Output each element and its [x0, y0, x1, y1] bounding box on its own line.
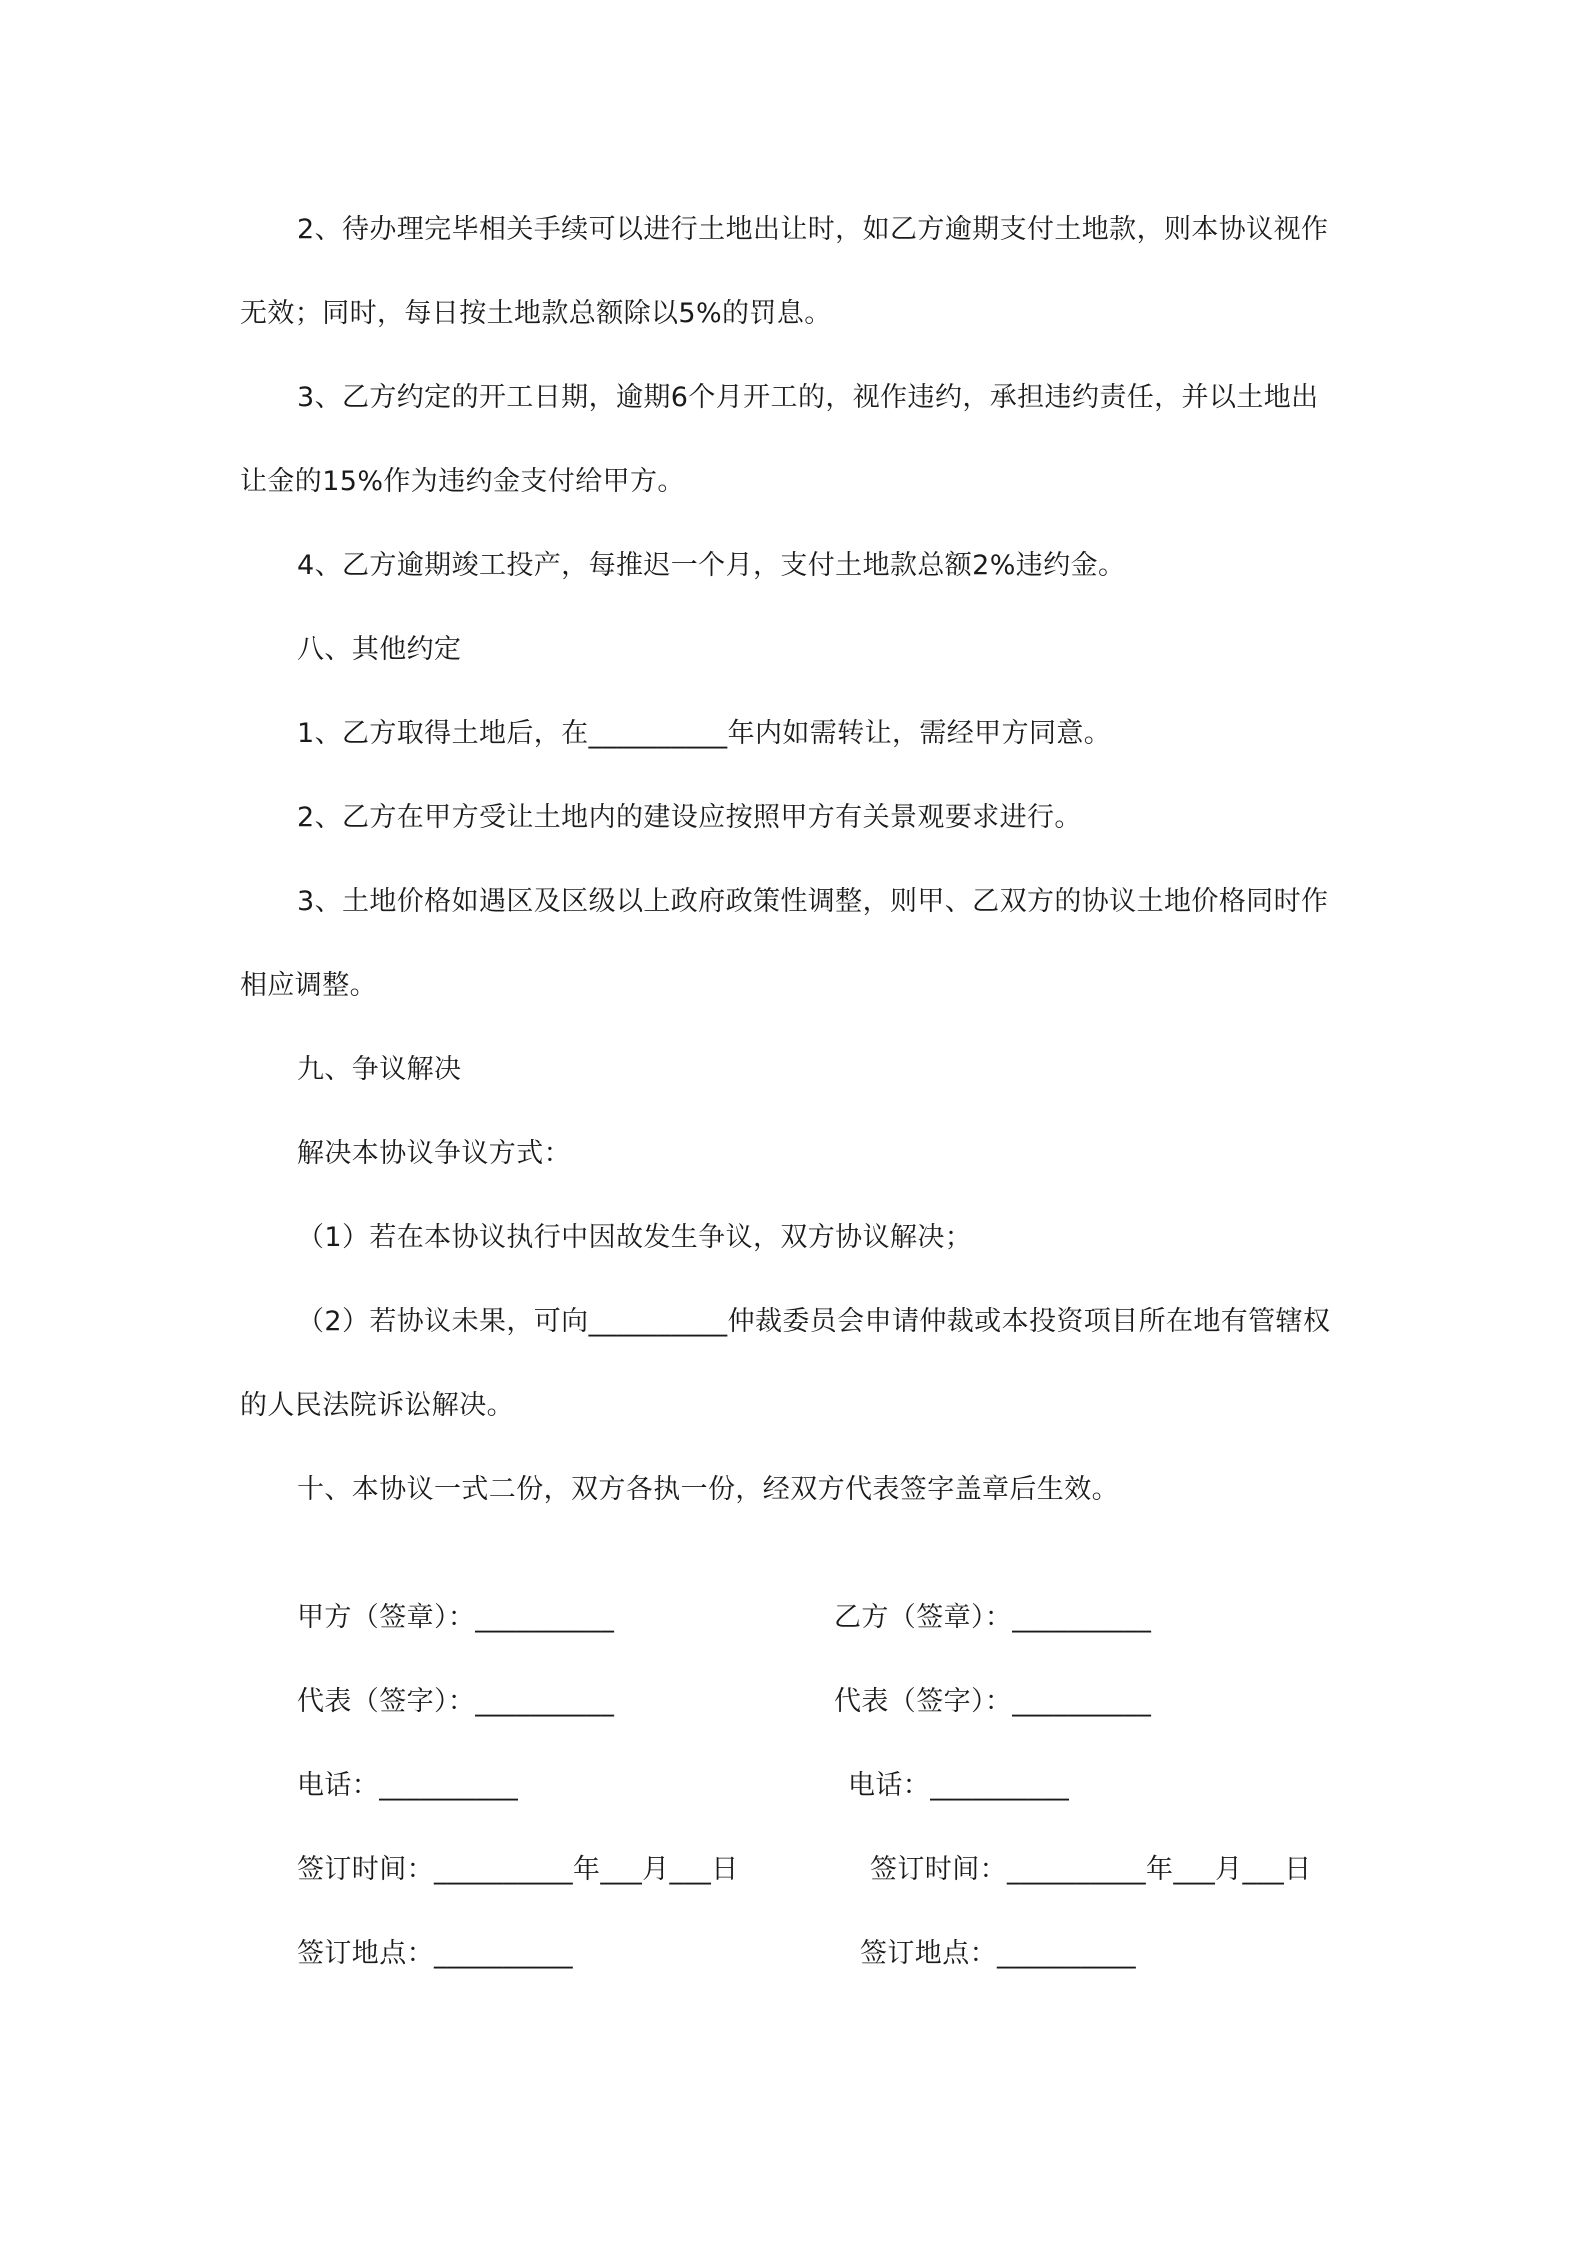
party-b-phone: 电话：__________: [848, 1770, 1070, 1801]
clause-7-3-line-1: 3、乙方约定的开工日期，逾期6个月开工的，视作违约，承担违约责任，并以土地出: [297, 382, 1319, 413]
party-b-representative: 代表（签字）：__________: [834, 1686, 1152, 1717]
clause-7-2-line-2: 无效；同时，每日按土地款总额除以5%的罚息。: [240, 298, 832, 329]
clause-9-2-line-2: 的人民法院诉讼解决。: [240, 1390, 514, 1421]
clause-8-3-line-2: 相应调整。: [240, 970, 377, 1001]
clause-8-3-line-1: 3、土地价格如遇区及区级以上政府政策性调整，则甲、乙双方的协议土地价格同时作: [297, 886, 1329, 917]
party-b-seal: 乙方（签章）：__________: [834, 1602, 1152, 1633]
clause-8-1: 1、乙方取得土地后，在__________年内如需转让，需经甲方同意。: [297, 718, 1112, 749]
party-b-sign-place: 签订地点：__________: [860, 1938, 1136, 1969]
section-9-title: 九、争议解决: [297, 1054, 462, 1085]
clause-9-2-line-1: （2）若协议未果，可向__________仲裁委员会申请仲裁或本投资项目所在地有管辖权: [297, 1306, 1331, 1337]
clause-8-2: 2、乙方在甲方受让土地内的建设应按照甲方有关景观要求进行。: [297, 802, 1082, 833]
clause-9-1: （1）若在本协议执行中因故发生争议，双方协议解决；: [297, 1222, 973, 1253]
party-a-sign-place: 签订地点：__________: [297, 1938, 573, 1969]
section-9-intro: 解决本协议争议方式：: [297, 1138, 571, 1169]
party-a-seal: 甲方（签章）：__________: [297, 1602, 615, 1633]
clause-7-3-line-2: 让金的15%作为违约金支付给甲方。: [240, 466, 685, 497]
section-10: 十、本协议一式二份，双方各执一份，经双方代表签字盖章后生效。: [297, 1474, 1119, 1505]
clause-7-4: 4、乙方逾期竣工投产，每推迟一个月，支付土地款总额2%违约金。: [297, 550, 1126, 581]
party-b-sign-date: 签订时间：__________年___月___日: [870, 1854, 1312, 1885]
party-a-sign-date: 签订时间：__________年___月___日: [297, 1854, 739, 1885]
section-8-title: 八、其他约定: [297, 634, 462, 665]
clause-7-2-line-1: 2、待办理完毕相关手续可以进行土地出让时，如乙方逾期支付土地款，则本协议视作: [297, 214, 1329, 245]
party-a-phone: 电话：__________: [297, 1770, 519, 1801]
party-a-representative: 代表（签字）：__________: [297, 1686, 615, 1717]
